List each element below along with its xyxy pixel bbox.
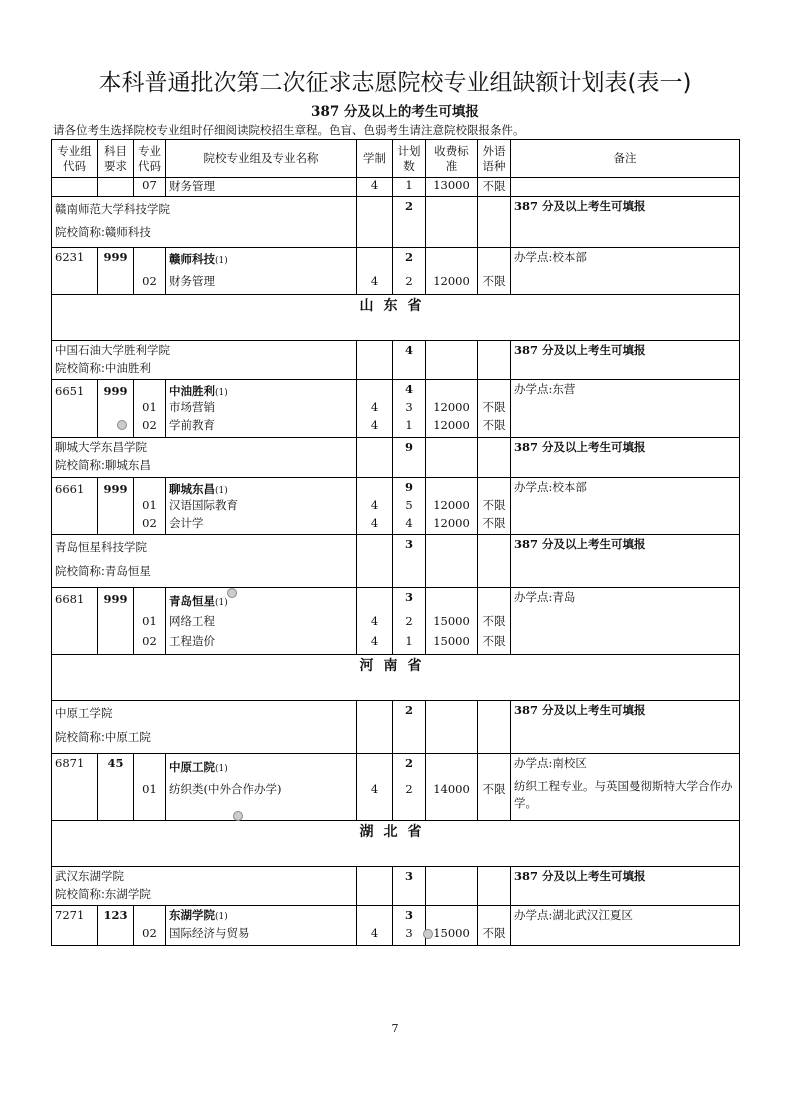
major-name: 市场营销: [169, 400, 215, 414]
school-remark: 387 分及以上考生可填报: [514, 199, 646, 213]
plan: 2: [405, 614, 413, 628]
fee: 12000: [433, 498, 470, 512]
group-plan: 3: [404, 908, 413, 922]
fee: 12000: [433, 516, 470, 530]
group-name: 聊城东昌: [169, 482, 215, 496]
school-short-name: 院校简称:中原工院: [55, 730, 151, 744]
header-group-code: 专业组代码: [52, 140, 98, 178]
major-code: 02: [142, 634, 157, 648]
years: 4: [370, 498, 379, 512]
scan-mark-icon: [233, 811, 243, 821]
group-code: 6661: [55, 482, 85, 496]
years: 4: [370, 634, 379, 648]
table-row: [52, 178, 740, 197]
plan-table: [51, 139, 740, 946]
group-suffix: (1): [215, 486, 228, 496]
scan-mark-icon: [227, 588, 237, 598]
fee: 15000: [433, 614, 470, 628]
school-remark: 387 分及以上考生可填报: [514, 440, 646, 454]
campus: 办学点:校本部: [514, 250, 587, 264]
lang: 不限: [482, 400, 506, 414]
major-name: 国际经济与贸易: [169, 926, 250, 940]
header-lang: 外语语种: [478, 140, 511, 178]
page-title: 本科普通批次第二次征求志愿院校专业组缺额计划表(表一): [98, 70, 692, 96]
school-row: [52, 867, 740, 906]
major-name: 财务管理: [166, 178, 357, 197]
school-row: [52, 438, 740, 478]
major-code: 01: [142, 498, 157, 512]
school-name: 青岛恒星科技学院: [55, 540, 147, 554]
plan: 2: [405, 782, 413, 796]
group-code: 6681: [55, 592, 85, 606]
major-name: 学前教育: [169, 418, 215, 432]
major-remark: 纺织工程专业。与英国曼彻斯特大学合作办学。: [514, 779, 733, 810]
page-subtitle: 387 分及以上的考生可填报: [311, 104, 479, 120]
group-name: 东湖学院: [169, 908, 215, 922]
group-name: 赣师科技: [169, 252, 215, 266]
subject-requirement: 999: [103, 482, 128, 496]
major-name: 汉语国际教育: [169, 498, 238, 512]
major-name: 网络工程: [169, 614, 215, 628]
school-remark: 387 分及以上考生可填报: [514, 537, 646, 551]
plan: 4: [405, 516, 413, 530]
years: 4: [370, 782, 379, 796]
group-code: 7271: [55, 908, 85, 922]
years: 4: [370, 614, 379, 628]
page-number: 7: [391, 1022, 399, 1035]
major-name: 工程造价: [169, 634, 215, 648]
school-name: 中国石油大学胜利学院: [55, 343, 170, 357]
table-header-row: [52, 140, 740, 178]
group-name: 青岛恒星: [169, 594, 215, 608]
fee: 14000: [433, 782, 470, 796]
subject-requirement: 999: [103, 384, 128, 398]
school-remark: 387 分及以上考生可填报: [514, 869, 646, 883]
plan: 1: [393, 178, 426, 197]
plan: 2: [405, 274, 413, 288]
group-code: 6231: [55, 250, 85, 264]
fee: 15000: [433, 634, 470, 648]
plan: 5: [405, 498, 413, 512]
scan-mark-icon: [423, 929, 433, 939]
major-code: 02: [142, 418, 157, 432]
group-plan: 4: [404, 382, 413, 396]
years: 4: [370, 516, 379, 530]
plan: 1: [405, 418, 413, 432]
header-subject: 科目要求: [98, 140, 134, 178]
group-row: [52, 248, 740, 295]
school-plan: 9: [404, 440, 413, 454]
reading-note: 请各位考生选择院校专业组时仔细阅读院校招生章程。色盲、色弱考生请注意院校限报条件。: [53, 123, 525, 137]
lang: 不限: [482, 498, 506, 512]
lang: 不限: [482, 274, 506, 288]
school-short-name: 院校简称:聊城东昌: [55, 458, 151, 472]
school-name: 中原工学院: [55, 706, 113, 720]
province-shandong: 山东省: [52, 295, 740, 341]
major-code: 02: [142, 926, 157, 940]
campus: 办学点:东营: [514, 382, 576, 396]
years: 4: [370, 926, 379, 940]
major-code: 01: [142, 782, 157, 796]
group-row: [52, 906, 740, 946]
lang: 不限: [482, 634, 506, 648]
lang: 不限: [482, 614, 506, 628]
school-plan: 2: [404, 199, 413, 213]
school-remark: 387 分及以上考生可填报: [514, 703, 646, 717]
header-fee: 收费标准: [426, 140, 478, 178]
years: 4: [357, 178, 393, 197]
school-name: 赣南师范大学科技学院: [55, 202, 170, 216]
plan: 1: [405, 634, 413, 648]
fee: 12000: [433, 400, 470, 414]
group-plan: 9: [404, 480, 413, 494]
province-hubei: 湖北省: [52, 821, 740, 867]
subject-requirement: 999: [103, 250, 128, 264]
group-code: 6651: [55, 384, 85, 398]
group-row: [52, 754, 740, 821]
lang: 不限: [482, 418, 506, 432]
province-henan: 河南省: [52, 655, 740, 701]
group-plan: 3: [404, 590, 413, 604]
major-code: 01: [142, 614, 157, 628]
fee: 12000: [433, 274, 470, 288]
group-suffix: (1): [215, 912, 228, 922]
major-name: 会计学: [169, 516, 204, 530]
group-row: [52, 380, 740, 438]
school-short-name: 院校简称:青岛恒星: [55, 564, 151, 578]
major-code: 02: [142, 516, 157, 530]
group-suffix: (1): [215, 598, 228, 608]
group-plan: 2: [404, 250, 413, 264]
header-remarks: 备注: [511, 140, 740, 178]
school-row: [52, 701, 740, 754]
group-suffix: (1): [215, 764, 228, 774]
group-plan: 2: [404, 756, 413, 770]
province-row: [52, 655, 740, 701]
plan: 3: [405, 926, 413, 940]
school-short-name: 院校简称:东湖学院: [55, 887, 151, 901]
major-name: 财务管理: [169, 274, 215, 288]
school-plan: 2: [404, 703, 413, 717]
province-row: [52, 821, 740, 867]
campus: 办学点:湖北武汉江夏区: [514, 908, 633, 922]
fee: 12000: [433, 418, 470, 432]
subject-requirement: 123: [103, 908, 128, 922]
major-code: 02: [142, 274, 157, 288]
subject-requirement: 999: [103, 592, 128, 606]
years: 4: [370, 274, 379, 288]
lang: 不限: [482, 926, 506, 940]
school-plan: 4: [404, 343, 413, 357]
school-plan: 3: [404, 537, 413, 551]
plan: 3: [405, 400, 413, 414]
group-suffix: (1): [215, 388, 228, 398]
major-name: 纺织类(中外合作办学): [169, 782, 282, 796]
group-name: 中油胜利: [169, 384, 215, 398]
header-name: 院校专业组及专业名称: [166, 140, 357, 178]
school-remark: 387 分及以上考生可填报: [514, 343, 646, 357]
school-row: [52, 341, 740, 380]
subject-requirement: 45: [107, 756, 124, 770]
school-name: 武汉东湖学院: [55, 869, 124, 883]
school-plan: 3: [404, 869, 413, 883]
group-name: 中原工院: [169, 760, 215, 774]
major-code: 07: [134, 178, 166, 197]
lang: 不限: [482, 516, 506, 530]
years: 4: [370, 418, 379, 432]
group-code: 6871: [55, 756, 85, 770]
school-short-name: 院校简称:赣师科技: [55, 225, 151, 239]
lang: 不限: [478, 178, 511, 197]
years: 4: [370, 400, 379, 414]
campus: 办学点:校本部: [514, 480, 587, 494]
school-name: 聊城大学东昌学院: [55, 440, 147, 454]
fee: 15000: [433, 926, 470, 940]
major-code: 01: [142, 400, 157, 414]
fee: 13000: [426, 178, 478, 197]
school-row: [52, 197, 740, 248]
school-short-name: 院校简称:中油胜利: [55, 361, 151, 375]
school-row: [52, 535, 740, 588]
group-row: [52, 588, 740, 655]
campus: 办学点:南校区: [514, 756, 587, 770]
header-plan: 计划数: [393, 140, 426, 178]
header-years: 学制: [357, 140, 393, 178]
province-row: [52, 295, 740, 341]
header-major-code: 专业代码: [134, 140, 166, 178]
lang: 不限: [482, 782, 506, 796]
group-suffix: (1): [215, 256, 228, 266]
scan-mark-icon: [117, 420, 127, 430]
group-row: [52, 478, 740, 535]
campus: 办学点:青岛: [514, 590, 576, 604]
